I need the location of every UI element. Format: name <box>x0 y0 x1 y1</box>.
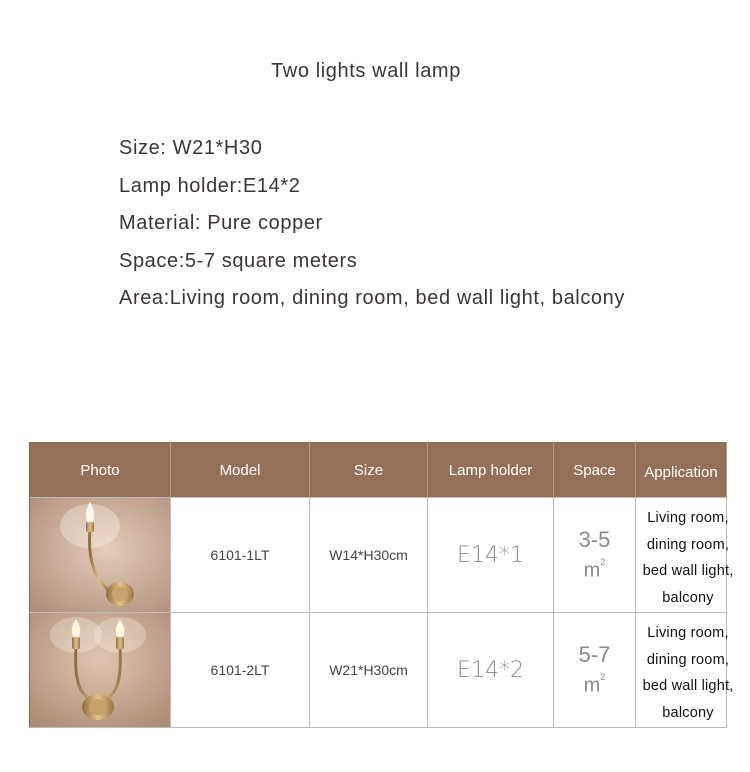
single-light-wall-lamp-photo <box>30 498 170 612</box>
double-light-wall-lamp-photo <box>30 613 170 727</box>
header-space: Space <box>554 443 636 498</box>
header-size: Size <box>310 443 428 498</box>
application-line: Living room, <box>647 625 729 641</box>
application-line: balcony <box>662 589 714 606</box>
space-unit-superscript: 2 <box>600 556 606 567</box>
spec-lamp-holder: Lamp holder:E14*2 <box>119 174 301 197</box>
spec-area: Area:Living room, dining room, bed wall light, balcony <box>119 287 625 310</box>
space-value: 3-5 <box>578 526 611 552</box>
size-cell: W14*H30cm <box>310 498 428 613</box>
model-cell: 6101-1LT <box>171 498 310 613</box>
space-unit: m <box>583 674 601 697</box>
model-cell: 6101-2LT <box>171 613 310 728</box>
lamp-holder-cell <box>428 498 554 613</box>
table-row <box>30 613 727 728</box>
spec-space: Space:5-7 square meters <box>119 249 358 272</box>
application-cell <box>636 498 734 613</box>
space-cell <box>554 613 636 728</box>
page-title: Two lights wall lamp <box>271 60 461 82</box>
spec-size: Size: W21*H30 <box>119 137 263 159</box>
space-value: 5-7 <box>578 641 611 667</box>
product-table <box>29 442 734 728</box>
application-line: bed wall light, <box>642 678 734 694</box>
spec-material: Material: Pure copper <box>119 212 323 235</box>
spec-list <box>119 134 625 322</box>
application-line: dining room, <box>646 536 730 553</box>
lamp-photo-icon <box>30 613 170 727</box>
space-unit-superscript: 2 <box>600 671 606 682</box>
space-unit: m <box>583 559 601 582</box>
application-line: bed wall light, <box>642 563 734 579</box>
photo-cell <box>30 498 171 613</box>
application-line: balcony <box>662 704 714 721</box>
table-header-row <box>30 443 727 498</box>
application-line: dining room, <box>646 651 730 668</box>
header-model: Model <box>171 443 310 498</box>
application-cell <box>636 613 734 728</box>
header-photo: Photo <box>30 443 171 498</box>
space-cell <box>554 498 636 613</box>
table-row <box>30 498 727 613</box>
lamp-holder-value: E14*1 <box>457 542 524 568</box>
lamp-holder-cell <box>428 613 554 728</box>
lamp-photo-icon <box>30 498 170 612</box>
size-cell: W21*H30cm <box>310 613 428 728</box>
lamp-holder-value: E14*2 <box>457 657 524 683</box>
header-lamp-holder: Lamp holder <box>428 443 554 498</box>
photo-cell <box>30 613 171 728</box>
application-line: Living room, <box>647 510 729 526</box>
header-application: Application <box>636 443 727 498</box>
